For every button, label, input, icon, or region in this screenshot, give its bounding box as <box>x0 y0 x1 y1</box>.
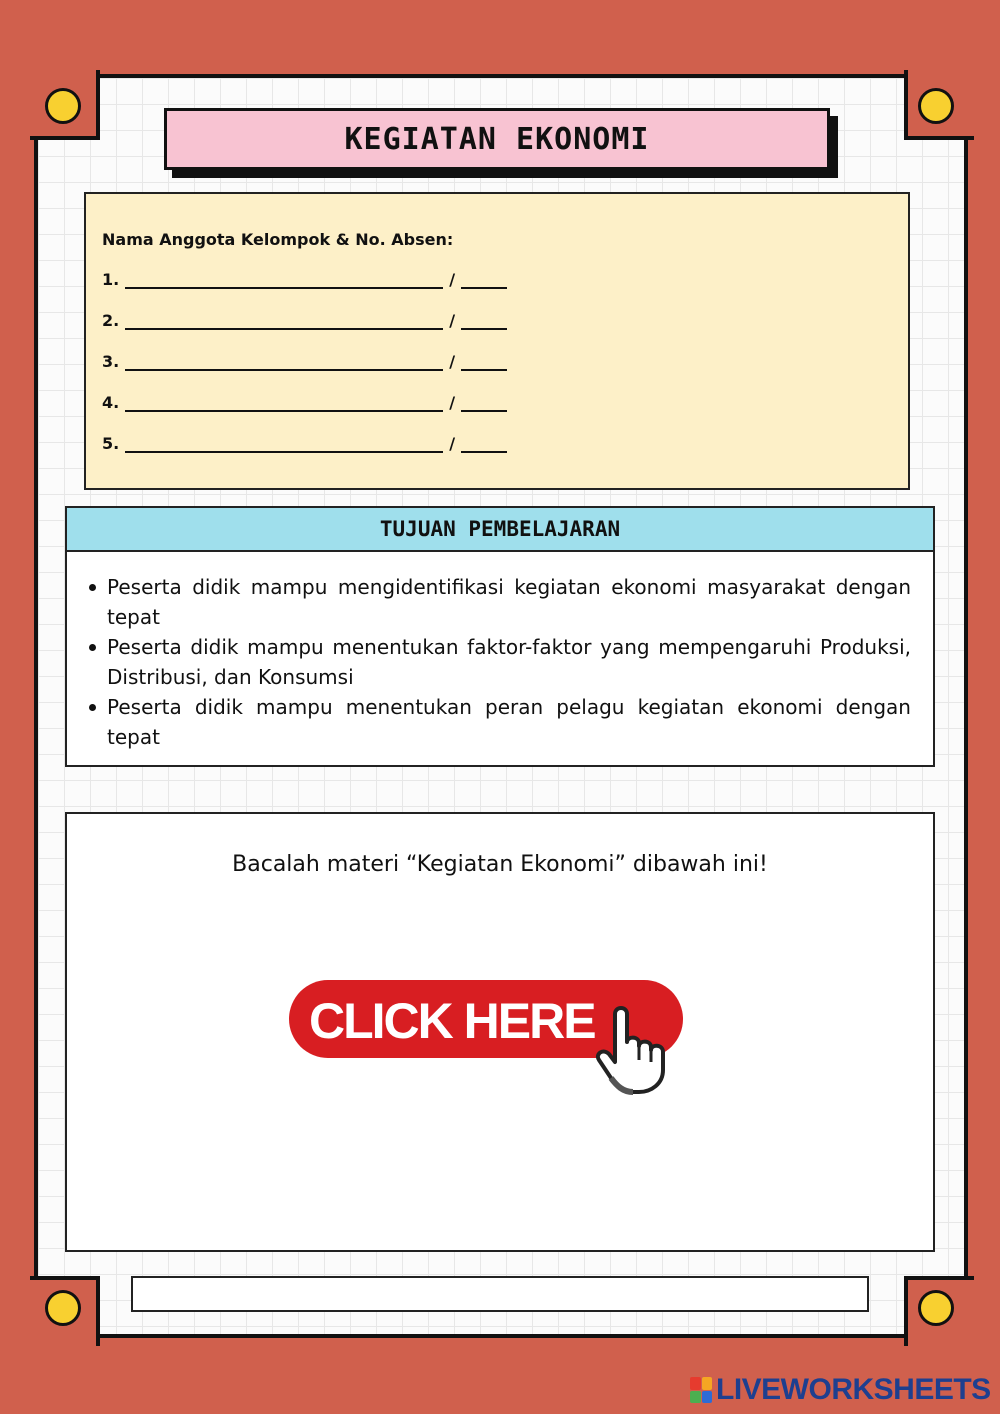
objective-item: Peserta didik mampu menentukan faktor-faktor yang mempengaruhi Produksi, Distribusi, dan Konsumsi <box>87 632 911 692</box>
member-number: 5. <box>102 434 120 453</box>
member-number: 1. <box>102 270 120 289</box>
corner-dot-icon <box>45 88 81 124</box>
separator: / <box>449 434 456 453</box>
click-here-button[interactable] <box>289 980 683 1058</box>
corner-dot-icon <box>918 1290 954 1326</box>
separator: / <box>449 311 456 330</box>
liveworksheets-logo-icon <box>690 1377 712 1403</box>
member-row[interactable] <box>102 352 507 371</box>
group-members-box <box>84 192 910 490</box>
brand-name: LIVEWORKSHEETS <box>716 1373 991 1406</box>
member-absen-field[interactable] <box>461 355 507 371</box>
corner-dot-icon <box>918 88 954 124</box>
material-instruction: Bacalah materi “Kegiatan Ekonomi” dibawah ini! <box>232 852 768 877</box>
liveworksheets-brand <box>690 1374 991 1406</box>
member-row[interactable] <box>102 311 507 330</box>
objective-item: Peserta didik mampu mengidentifikasi kegiatan ekonomi masyarakat dengan tepat <box>87 572 911 632</box>
group-members-heading: Nama Anggota Kelompok & No. Absen: <box>102 230 454 249</box>
bottom-answer-box[interactable] <box>131 1276 869 1312</box>
member-row[interactable] <box>102 434 507 453</box>
member-absen-field[interactable] <box>461 437 507 453</box>
member-absen-field[interactable] <box>461 314 507 330</box>
separator: / <box>449 270 456 289</box>
member-row[interactable] <box>102 270 507 289</box>
corner-dot-icon <box>45 1290 81 1326</box>
member-name-field[interactable] <box>125 396 443 412</box>
member-name-field[interactable] <box>125 273 443 289</box>
pointing-hand-icon <box>593 996 693 1096</box>
member-number: 4. <box>102 393 120 412</box>
member-name-field[interactable] <box>125 314 443 330</box>
objectives-box <box>65 550 935 767</box>
member-name-field[interactable] <box>125 355 443 371</box>
objective-item: Peserta didik mampu menentukan peran pelagu kegiatan ekonomi dengan tepat <box>87 692 911 752</box>
click-here-label: CLICK HERE <box>309 993 595 1049</box>
member-absen-field[interactable] <box>461 396 507 412</box>
page-title: KEGIATAN EKONOMI <box>164 108 830 170</box>
material-box <box>65 812 935 1252</box>
member-name-field[interactable] <box>125 437 443 453</box>
member-number: 3. <box>102 352 120 371</box>
member-number: 2. <box>102 311 120 330</box>
objectives-heading: TUJUAN PEMBELAJARAN <box>65 506 935 552</box>
member-row[interactable] <box>102 393 507 412</box>
member-absen-field[interactable] <box>461 273 507 289</box>
objectives-list <box>87 572 911 752</box>
separator: / <box>449 393 456 412</box>
separator: / <box>449 352 456 371</box>
